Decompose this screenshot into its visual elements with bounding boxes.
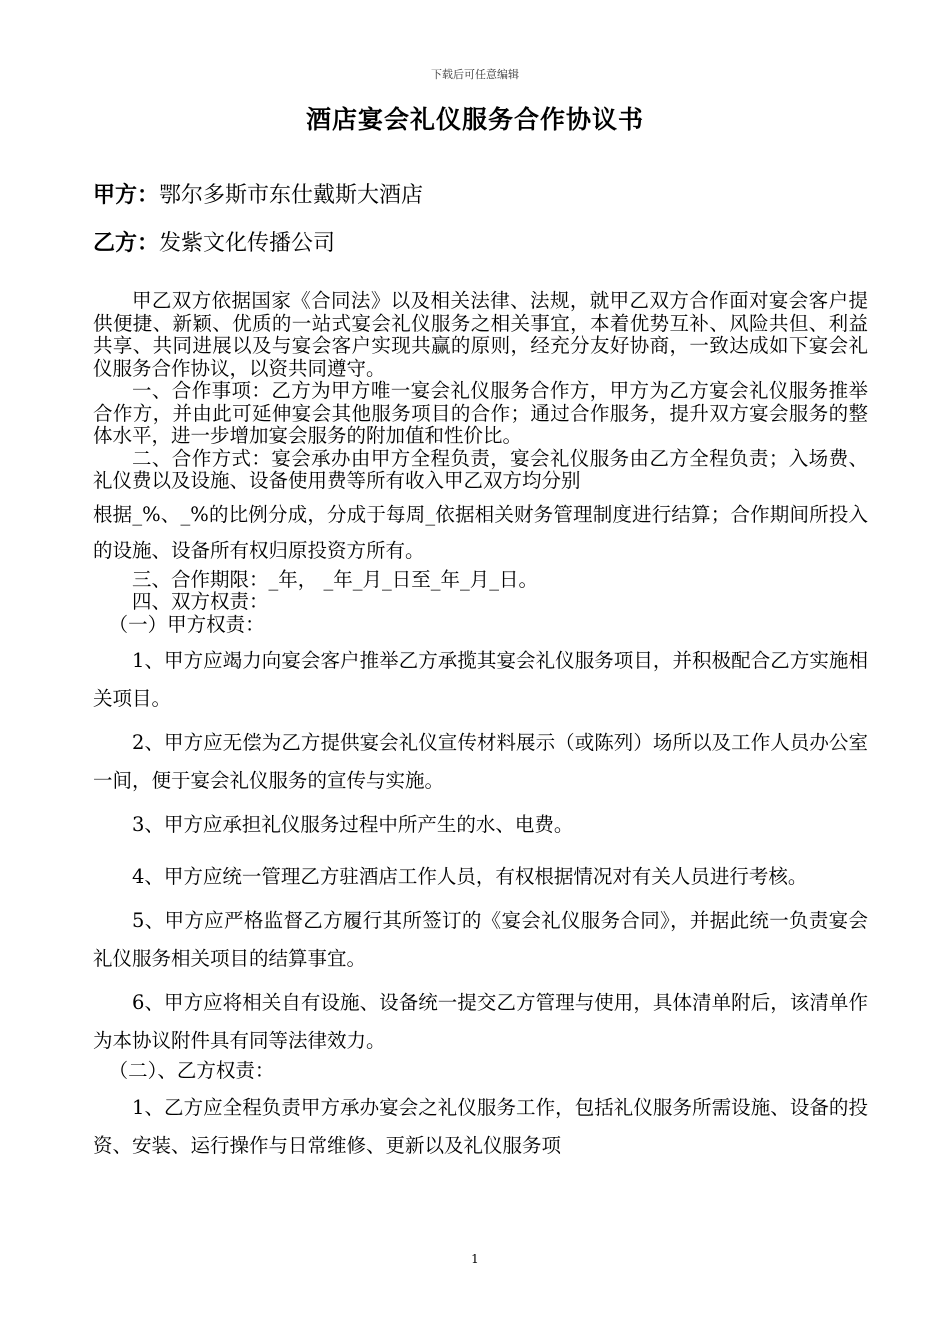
subheading-party-a-duties: （一）甲方权责： [108, 612, 265, 636]
paragraph-a2: 2、甲方应无偿为乙方提供宴会礼仪宣传材料展示（或陈列）场所以及工作人员办公室一间，便于宴会礼仪服务的宣传与实施。 [93, 731, 868, 792]
paragraph-a5: 5、甲方应严格监督乙方履行其所签订的《宴会礼仪服务合同》，并据此统一负责宴会礼仪服务相关项目的结算事宜。 [93, 909, 868, 970]
page-number: 1 [471, 1252, 479, 1266]
document-title: 酒店宴会礼仪服务合作协议书 [305, 105, 644, 134]
party-a-name: 鄂尔多斯市东仕戴斯大酒店 [159, 183, 424, 208]
document-body [93, 290, 868, 1165]
party-b [93, 226, 335, 257]
paragraph-item-3: 三、合作期限：_年， _年_月_日至_年_月_日。 [132, 567, 538, 591]
paragraph-item-2a: 二、合作方式：宴会承办由甲方全程负责，宴会礼仪服务由乙方全程负责；入场费、礼仪费以及设施、设备使用费等所有收入甲乙双方均分别 [93, 446, 868, 492]
party-a-label: 甲方： [93, 182, 160, 208]
paragraph-item-1: 一、合作事项：乙方为甲方唯一宴会礼仪服务合作方，甲方为乙方宴会礼仪服务推举合作方，并由此可延伸宴会其他服务项目的合作；通过合作服务，提升双方宴会服务的整体水平，进一步增加宴会服务的附加值和性价比。 [93, 379, 868, 447]
paragraph-intro: 甲乙双方依据国家《合同法》以及相关法律、法规，就甲乙双方合作面对宴会客户提供便捷、新颖、优质的一站式宴会礼仪服务之相关事宜，本着优势互补、风险共但、利益共享、共同进展以及与宴会客户实现共赢的原则，经充分友好协商，一致达成如下宴会礼仪服务合作协议，以资共同遵守。 [93, 289, 868, 380]
header-note: 下载后可任意编辑 [431, 68, 519, 81]
paragraph-a3: 3、甲方应承担礼仪服务过程中所产生的水、电费。 [132, 813, 574, 836]
paragraph-a1: 1、甲方应竭力向宴会客户推举乙方承揽其宴会礼仪服务项目，并积极配合乙方实施相关项目。 [93, 649, 868, 710]
subheading-party-b-duties: （二）、乙方权责： [108, 1059, 275, 1082]
paragraph-a6: 6、甲方应将相关自有设施、设备统一提交乙方管理与使用，具体清单附后，该清单作为本协议附件具有同等法律效力。 [93, 991, 868, 1052]
paragraph-a4: 4、甲方应统一管理乙方驻酒店工作人员，有权根据情况对有关人员进行考核。 [132, 865, 808, 888]
paragraph-item-4: 四、双方权责： [132, 590, 269, 613]
party-a [93, 178, 423, 209]
paragraph-b1: 1、乙方应全程负责甲方承办宴会之礼仪服务工作，包括礼仪服务所需设施、设备的投资、安装、运行操作与日常维修、更新以及礼仪服务项 [93, 1095, 868, 1157]
paragraph-item-2b: 根据_%、_%的比例分成，分成于每周_依据相关财务管理制度进行结算；合作期间所投入的设施、设备所有权归原投资方所有。 [93, 502, 868, 562]
party-b-name: 发紫文化传播公司 [159, 231, 336, 256]
party-b-label: 乙方： [93, 230, 160, 256]
